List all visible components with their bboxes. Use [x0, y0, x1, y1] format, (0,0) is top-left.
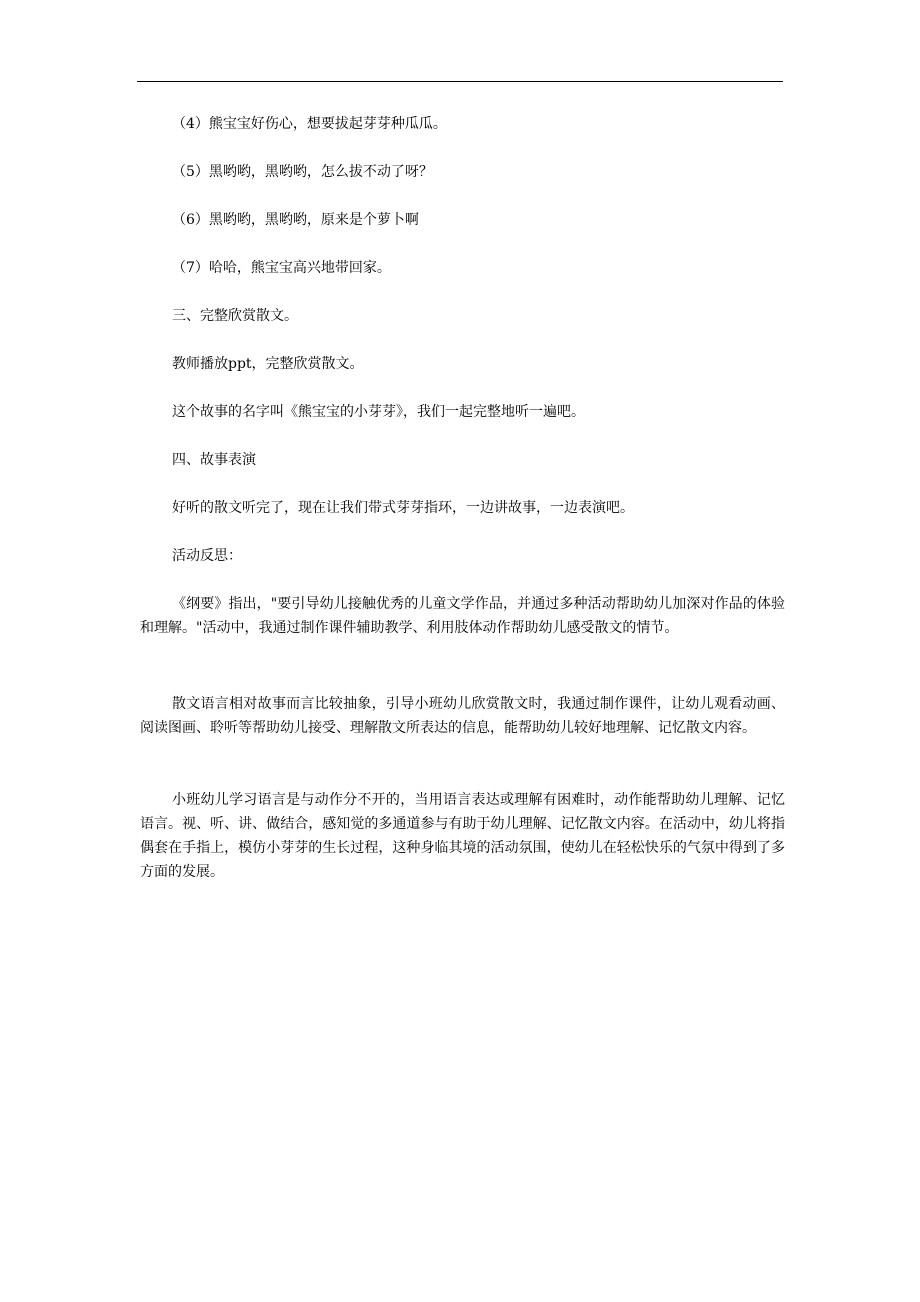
story-line-4: （4）熊宝宝好伤心，想要拔起芽芽种瓜瓜。	[172, 116, 447, 132]
section-heading-3: 三、完整欣赏散文。	[172, 308, 298, 324]
section-heading-4: 四、故事表演	[172, 452, 256, 468]
reflection-paragraph-3: 小班幼儿学习语言是与动作分不开的，当用语言表达或理解有困难时，动作能帮助幼儿理解、记忆语言。视、听、讲、做结合，感知觉的多通道参与有助于幼儿理解、记忆散文内容。在活动中，幼儿将指偶套在手指上，模仿小芽芽的生长过程，这种身临其境的活动氛围，使幼儿在轻松快乐的气氛中得到了多方面的发展。	[140, 792, 785, 880]
story-line-5: （5）黑哟哟，黑哟哟，怎么拔不动了呀？	[172, 164, 433, 180]
reflection-heading: 活动反思：	[172, 548, 242, 564]
teacher-instruction: 教师播放ppt，完整欣赏散文。	[172, 356, 364, 372]
story-title-line: 这个故事的名字叫《熊宝宝的小芽芽》，我们一起完整地听一遍吧。	[172, 404, 585, 420]
story-line-6: （6）黑哟哟，黑哟哟，原来是个萝卜啊	[172, 212, 419, 228]
performance-instruction: 好听的散文听完了，现在让我们带式芽芽指环，一边讲故事，一边表演吧。	[172, 500, 634, 516]
reflection-paragraph-2: 散文语言相对故事而言比较抽象，引导小班幼儿欣赏散文时，我通过制作课件，让幼儿观看动画、阅读图画、聆听等帮助幼儿接受、理解散文所表达的信息，能帮助幼儿较好地理解、记忆散文内容。	[140, 696, 785, 736]
header-rule	[137, 81, 783, 82]
reflection-paragraph-1: 《纲要》指出，"要引导幼儿接触优秀的儿童文学作品，并通过多种活动帮助幼儿加深对作品的体验和理解。"活动中，我通过制作课件辅助教学、利用肢体动作帮助幼儿感受散文的情节。	[140, 596, 785, 636]
story-line-7: （7）哈哈，熊宝宝高兴地带回家。	[172, 260, 391, 276]
